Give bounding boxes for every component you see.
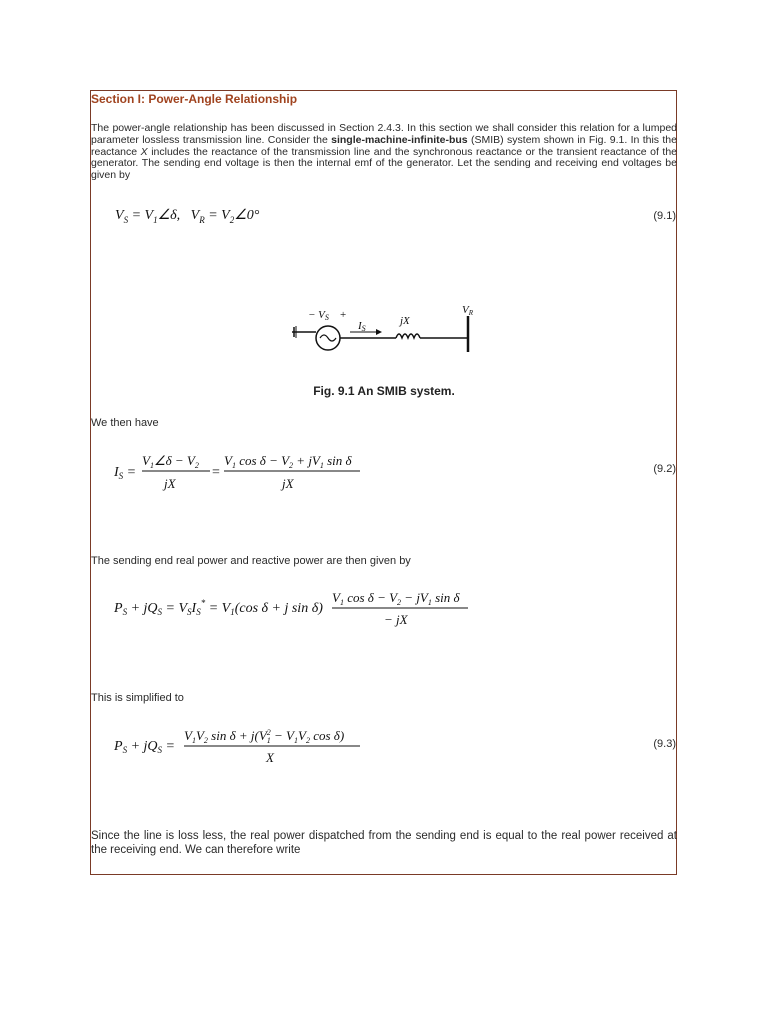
bold-term: single-machine-infinite-bus bbox=[331, 133, 468, 146]
svg-text:X: X bbox=[266, 750, 274, 765]
svg-text:IS =: $I_S$ = bbox=[114, 465, 137, 481]
lossless-paragraph: Since the line is loss less, the real power dispatched from the sending end is equal to the real power received at the receiving end. We can therefore write bbox=[91, 830, 677, 856]
intro-paragraph: The power-angle relationship has been discussed in Section 2.4.3. In this section we shall consider this relation for a lumped parameter lossless transmission line. Consider the single-machine-infinite-bus (SMIB) system shown in Fig. 9.1. In this the reactance X includes the reactance of the transmission line and the synchronous reactance or the transient reactance of the generator. The sending end voltage is then the internal emf of the generator. Let the sending and receiving end voltages be given by bbox=[91, 122, 678, 182]
equation-power-expansion bbox=[112, 584, 482, 634]
label-plus: + bbox=[340, 309, 347, 321]
svg-text:V1 cos δ − V2 + jV1 sin δ: $V_1$ $\cos \delta - V_2 + jV_1$ sin δ bbox=[224, 453, 352, 470]
simplified-text: This is simplified to bbox=[91, 692, 184, 704]
equation-9-2 bbox=[112, 446, 372, 496]
equation-9-1: $V_S$ = $V_1\angle\delta$, $V_R$ = $V_2\angle 0^\circ$ bbox=[115, 208, 260, 225]
equation-number-9-1: (9.1) bbox=[653, 210, 676, 222]
svg-text:− jX: − jX bbox=[384, 612, 408, 627]
section-heading: Section I: Power-Angle Relationship bbox=[91, 92, 298, 106]
label-jx: jX bbox=[400, 315, 410, 327]
smib-circuit-diagram bbox=[290, 302, 490, 362]
figure-caption: Fig. 9.1 An SMIB system. bbox=[313, 384, 455, 398]
label-vr: VR bbox=[462, 304, 474, 317]
svg-text:jX: jX bbox=[164, 476, 176, 491]
equation-number-9-2: (9.2) bbox=[653, 463, 676, 475]
svg-text:V1∠δ − V2: $V_1\angle\delta - V_2$ bbox=[142, 453, 199, 470]
equation-number-9-3: (9.3) bbox=[653, 738, 676, 750]
equation-9-3 bbox=[112, 724, 372, 770]
svg-text:=: = bbox=[212, 465, 220, 480]
svg-text:jX: jX bbox=[282, 476, 294, 491]
label-vs: − VS bbox=[308, 309, 329, 322]
label-is: IS bbox=[358, 320, 366, 333]
svg-text:PS + jQS =: $P_S + jQ_S$ = bbox=[114, 739, 175, 755]
svg-text:V1 cos δ − V2 − jV1 sin δ: $V_1$ $\cos \delta - V_2 - jV_1$ sin δ bbox=[332, 590, 460, 607]
we-then-have-text: We then have bbox=[91, 417, 159, 429]
svg-text:PS + jQS = VSIS* = V1(cos δ +: $P_S + jQ_S = V_SI_S^* = V_1(\cos$ δ + j sin δ) bbox=[114, 598, 323, 617]
sending-end-text: The sending end real power and reactive power are then given by bbox=[91, 555, 411, 567]
svg-text:V1V2 sin δ + j(V21 − V1V2 cos: $V_1V_2$ $\sin \delta + j(V^2$ $1 - V_1V_2$ cos δ) bbox=[184, 728, 345, 745]
